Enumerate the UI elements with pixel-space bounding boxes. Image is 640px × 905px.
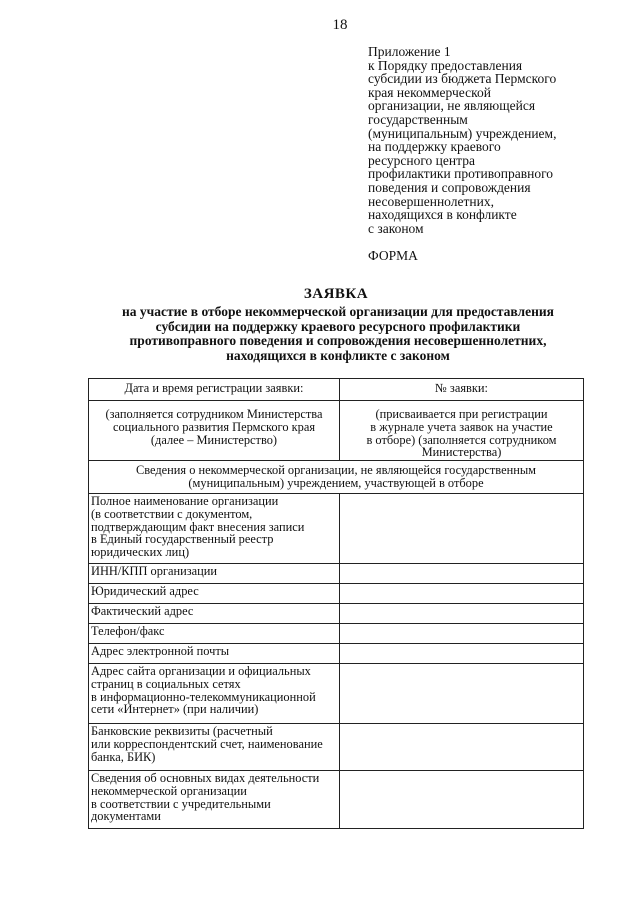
application-number-label: № заявки: <box>340 379 584 401</box>
row-value-cell[interactable] <box>340 771 584 829</box>
label-line: Телефон/факс <box>91 624 165 638</box>
table-row <box>89 664 584 724</box>
table-row <box>89 771 584 829</box>
registration-note <box>89 401 340 461</box>
notes-row <box>89 401 584 461</box>
organization-info-heading <box>89 461 584 494</box>
row-label <box>89 494 340 564</box>
label-line: документами <box>91 809 161 824</box>
label-line: Полное наименование организации <box>91 494 279 508</box>
appendix-line: государственным <box>368 111 468 127</box>
note-line: (далее – Министерство) <box>150 432 278 447</box>
header-row <box>89 379 584 401</box>
label-line: сети «Интернет» (при наличии) <box>91 702 259 717</box>
appendix-block <box>368 45 630 263</box>
row-value-cell[interactable] <box>340 584 584 604</box>
table-row <box>89 604 584 624</box>
label-line: (в соответствии с документом, <box>91 506 253 521</box>
row-value-cell[interactable] <box>340 564 584 584</box>
row-label <box>89 644 340 664</box>
table-row <box>89 644 584 664</box>
note-line: в журнале учета заявок на участие <box>370 419 553 434</box>
subtitle-line: субсидии на поддержку краевого ресурсного профилактики <box>155 318 521 334</box>
document-title: ЗАЯВКА <box>303 286 369 302</box>
note-line: социального развития Пермского края <box>112 419 316 434</box>
note-line: в отборе) (заполняется сотрудником <box>366 432 557 447</box>
page-number: 18 <box>332 17 348 33</box>
label-line: Фактический адрес <box>91 604 194 618</box>
row-label <box>89 664 340 724</box>
appendix-line: находящихся в конфликте <box>368 207 517 223</box>
appendix-line: несовершеннолетних, <box>368 193 494 209</box>
appendix-line: с законом <box>368 220 424 236</box>
table-row <box>89 724 584 771</box>
note-line: Министерства) <box>421 445 502 460</box>
row-label <box>89 771 340 829</box>
appendix-line: (муниципальным) учреждением, <box>368 125 557 141</box>
row-label <box>89 584 340 604</box>
label-line: страниц в социальных сетях <box>91 676 241 691</box>
appendix-line: к Порядку предоставления <box>368 57 523 73</box>
note-line: (присваивается при регистрации <box>375 407 548 421</box>
row-value-cell[interactable] <box>340 724 584 771</box>
subtitle-line: на участие в отборе некоммерческой организации для предоставления <box>122 304 554 319</box>
appendix-line: профилактики противоправного <box>368 166 554 182</box>
subtitle-line: противоправного поведения и сопровождения несовершеннолетних, <box>129 333 547 349</box>
table-row <box>89 584 584 604</box>
number-note <box>340 401 584 461</box>
label-line: юридических лиц) <box>91 545 190 560</box>
row-label <box>89 604 340 624</box>
row-value-cell[interactable] <box>340 644 584 664</box>
label-line: Юридический адрес <box>91 584 199 598</box>
label-line: подтверждающим факт внесения записи <box>91 519 305 534</box>
label-line: в соответствии с учредительными <box>91 796 271 811</box>
label-line: Адрес сайта организации и официальных <box>91 664 311 678</box>
row-value-cell[interactable] <box>340 604 584 624</box>
appendix-text <box>368 45 630 235</box>
label-line: Сведения об основных видах деятельности <box>91 771 320 785</box>
appendix-line: края некоммерческой <box>368 84 491 100</box>
appendix-line: поведения и сопровождения <box>368 179 531 195</box>
note-line: (заполняется сотрудником Министерства <box>105 407 323 421</box>
appendix-line: организации, не являющейся <box>368 98 536 114</box>
label-line: Банковские реквизиты (расчетный <box>91 724 273 738</box>
section-line: (муниципальным) учреждением, участвующей в отборе <box>188 475 484 490</box>
section-header-row <box>89 461 584 494</box>
application-form-table <box>88 378 584 829</box>
registration-datetime-label: Дата и время регистрации заявки: <box>89 379 340 401</box>
subtitle-line: находящихся в конфликте с законом <box>226 347 450 363</box>
table-row <box>89 564 584 584</box>
label-line: в Единый государственный реестр <box>91 532 274 547</box>
row-label <box>89 724 340 771</box>
row-label <box>89 564 340 584</box>
row-value-cell[interactable] <box>340 664 584 724</box>
section-line: Сведения о некоммерческой организации, не являющейся государственным <box>135 463 537 477</box>
table-row <box>89 494 584 564</box>
appendix-line: ресурсного центра <box>368 152 475 168</box>
row-value-cell[interactable] <box>340 624 584 644</box>
label-line: Адрес электронной почты <box>91 644 230 658</box>
row-label <box>89 624 340 644</box>
label-line: банка, БИК) <box>91 749 156 764</box>
label-line: ИНН/КПП организации <box>91 564 218 578</box>
label-line: или корреспондентский счет, наименование <box>91 736 323 751</box>
form-label: ФОРМА <box>368 248 418 264</box>
table-row <box>89 624 584 644</box>
row-value-cell[interactable] <box>340 494 584 564</box>
label-line: некоммерческой организации <box>91 783 247 798</box>
appendix-line: субсидии из бюджета Пермского <box>368 71 557 87</box>
appendix-line: Приложение 1 <box>368 44 451 59</box>
document-subtitle <box>86 305 590 363</box>
appendix-line: на поддержку краевого <box>368 139 501 155</box>
label-line: в информационно-телекоммуникационной <box>91 689 316 704</box>
